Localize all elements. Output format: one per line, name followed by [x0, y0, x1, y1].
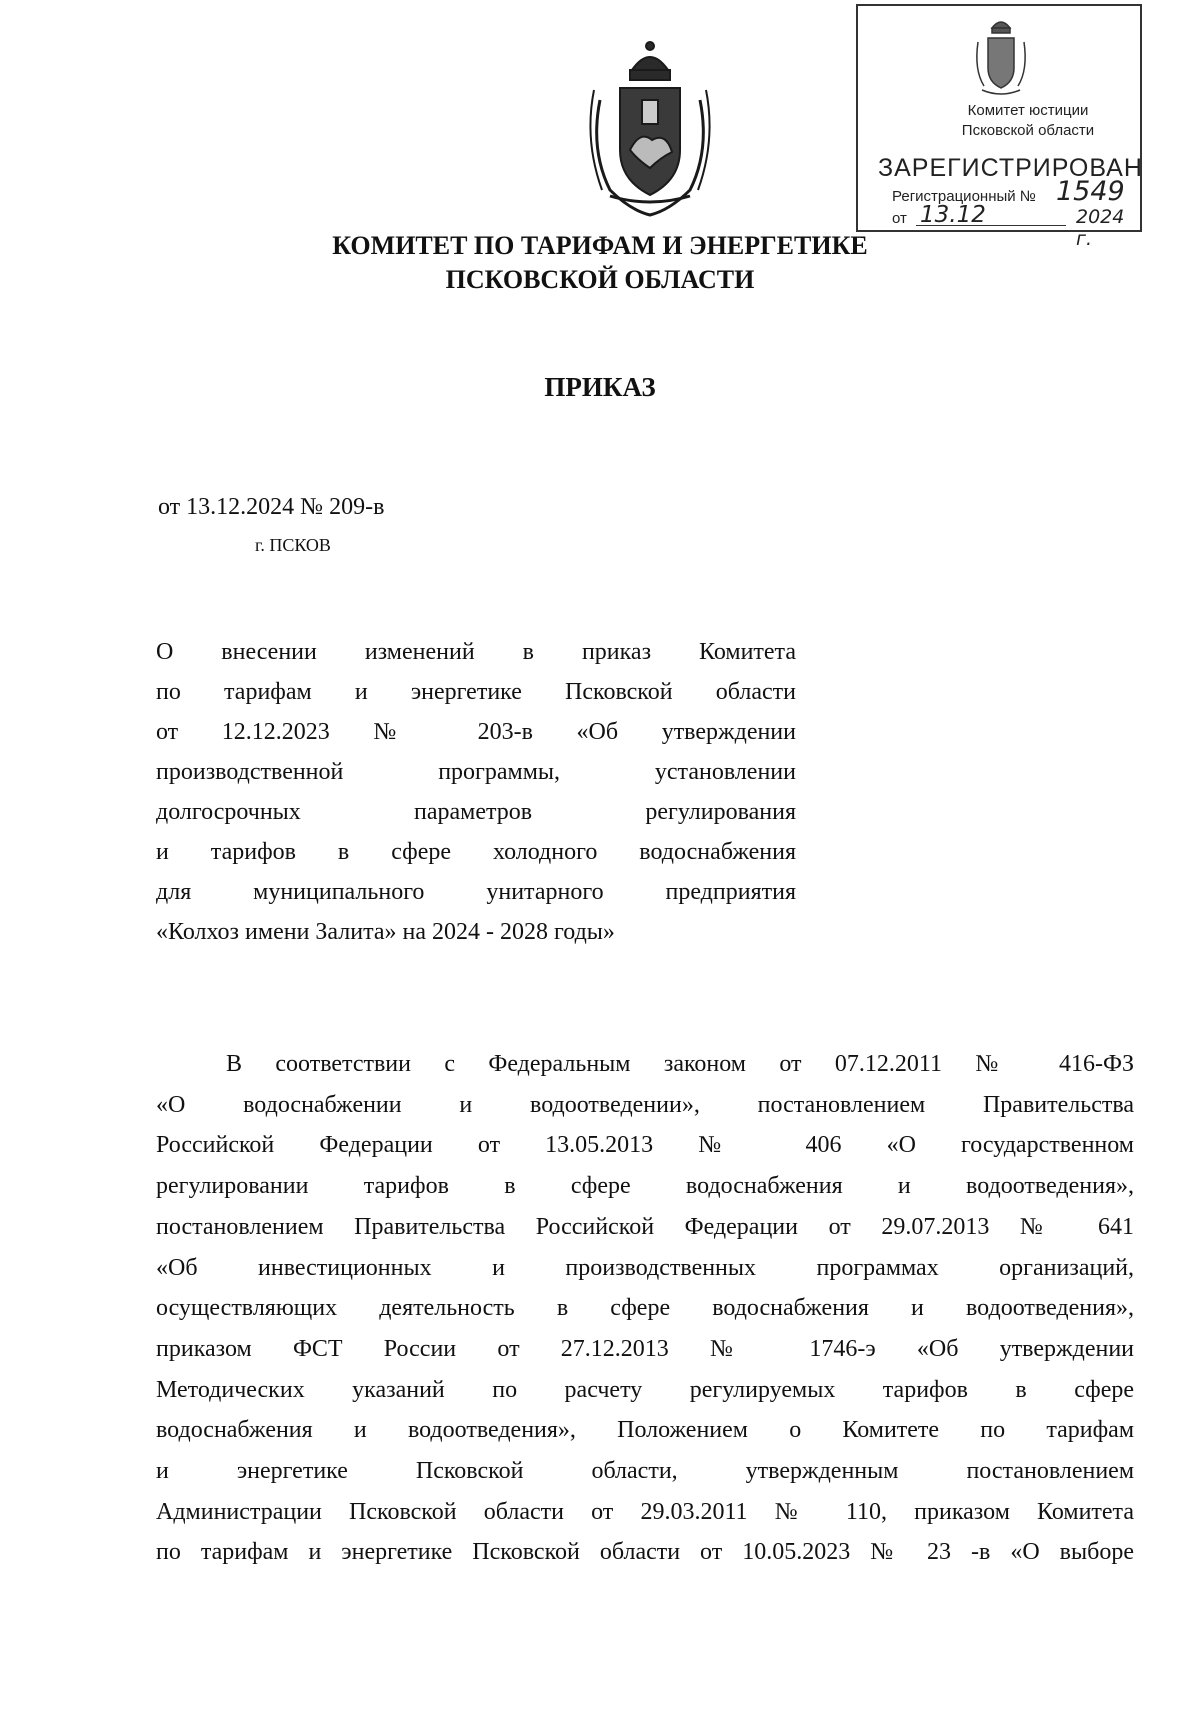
order-body-text [156, 1044, 1134, 1573]
coat-of-arms-emblem [580, 40, 720, 220]
stamp-status: ЗАРЕГИСТРИРОВАН [878, 154, 1143, 182]
body-line: водоснабжения и водоотведения», Положением о Комитете по тарифам [156, 1417, 1134, 1444]
stamp-coat-of-arms-icon [970, 14, 1032, 98]
body-line: «О водоснабжении и водоотведении», постановлением Правительства [156, 1091, 1134, 1118]
subject-line: по тарифам и энергетике Псковской области [156, 679, 796, 705]
body-line: В соответствии с Федеральным законом от 07.12.2011 № 416-ФЗ [226, 1051, 1134, 1077]
stamp-date-prefix: от [892, 210, 907, 227]
stamp-organization-line1: Комитет юстиции [967, 102, 1089, 119]
subject-line: долгосрочных параметров регулирования [156, 799, 796, 825]
body-line: приказом ФСТ России от 27.12.2013 № 1746-э «Об утверждении [156, 1335, 1134, 1362]
body-line: осуществляющих деятельность в сфере водоснабжения и водоотведения», [156, 1295, 1134, 1322]
body-line: «Об инвестиционных и производственных программах организаций, [156, 1254, 1134, 1281]
subject-line: от 12.12.2023 № 203-в «Об утверждении [156, 719, 796, 745]
issuer-heading-line1: КОМИТЕТ ПО ТАРИФАМ И ЭНЕРГЕТИКЕ [332, 231, 868, 260]
stamp-date: 13.12 [920, 202, 986, 228]
body-line: Методических указаний по расчету регулируемых тарифов в сфере [156, 1376, 1134, 1403]
subject-line: «Колхоз имени Залита» на 2024 - 2028 годы» [156, 919, 615, 945]
body-line: и энергетике Псковской области, утвержденным постановлением [156, 1458, 1134, 1485]
subject-line: для муниципального унитарного предприятия [156, 879, 796, 905]
stamp-registration-label: Регистрационный № [892, 188, 1036, 205]
stamp-registration-number: 1549 [1056, 176, 1125, 207]
body-line: постановлением Правительства Российской Федерации от 29.07.2013 № 641 [156, 1213, 1134, 1240]
body-line: Российской Федерации от 13.05.2013 № 406 «О государственном [156, 1132, 1134, 1159]
body-line: регулировании тарифов в сфере водоснабжения и водоотведения», [156, 1173, 1134, 1200]
subject-line: и тарифов в сфере холодного водоснабжения [156, 839, 796, 865]
document-title: ПРИКАЗ [544, 372, 656, 402]
body-line: по тарифам и энергетике Псковской области от 10.05.2023 № 23 -в «О выборе [156, 1539, 1134, 1566]
subject-line: производственной программы, установлении [156, 759, 796, 785]
stamp-year: 2024 г. [1076, 206, 1125, 250]
body-line: Администрации Псковской области от 29.03.2011 № 110, приказом Комитета [156, 1498, 1134, 1525]
issuer-heading-line2: ПСКОВСКОЙ ОБЛАСТИ [445, 265, 755, 294]
stamp-date-underline [916, 225, 1066, 226]
registration-stamp [856, 4, 1143, 250]
issue-city: г. ПСКОВ [255, 535, 331, 555]
order-date-number: от 13.12.2024 № 209-в [158, 494, 385, 520]
subject-line: О внесении изменений в приказ Комитета [156, 639, 796, 665]
stamp-organization-line2: Псковской области [961, 122, 1095, 139]
order-subject [156, 632, 796, 952]
